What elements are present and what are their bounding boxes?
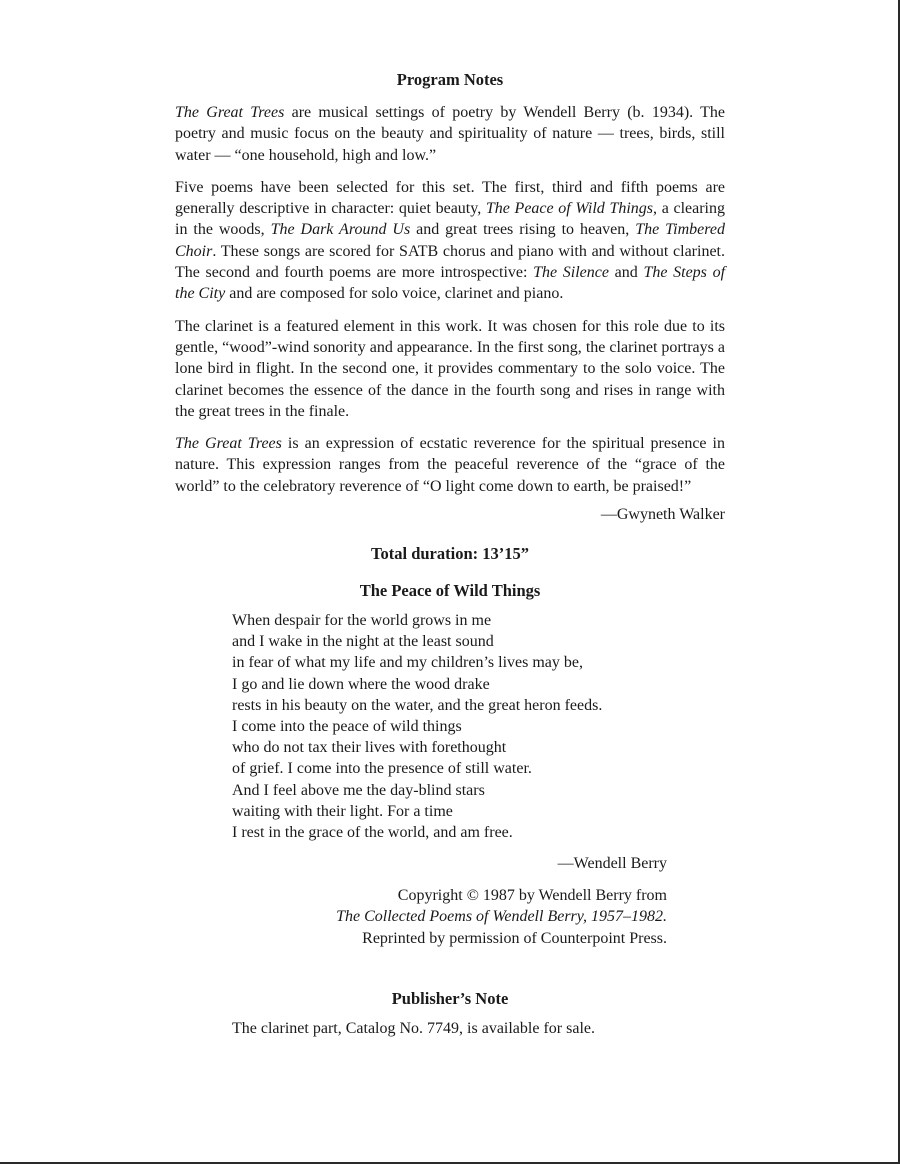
song-title-3: The Dark Around Us	[270, 221, 411, 239]
song-title-5: The Timbered Choir	[175, 221, 726, 260]
poem-line: And I feel above me the day-blind stars	[232, 781, 485, 799]
notes-paragraph-4: The Great Trees is an expression of ecstatic reverence for the spiritual presence in nature. This expression ranges from the peaceful reverence of the “grace of the world” to the celebratory reverence of “O light come down to earth, be praised!”	[175, 435, 725, 495]
program-notes-heading: Program Notes	[396, 70, 504, 89]
poem-line: of grief. I come into the presence of still water.	[232, 760, 532, 778]
poem-title: The Peace of Wild Things	[359, 581, 541, 601]
poem-body	[232, 610, 667, 949]
poem-line: waiting with their light. For a time	[232, 802, 453, 820]
copyright-line: Copyright © 1987 by Wendell Berry from	[397, 886, 667, 904]
poem-line: and I wake in the night at the least sound	[232, 633, 494, 651]
work-title: The Great Trees	[175, 435, 282, 453]
notes-paragraph-3: The clarinet is a featured element in this work. It was chosen for this role due to its gentle, “wood”-wind sonority and appearance. In the first song, the clarinet portrays a lone bird in flight. In the second one, it provides commentary to the solo voice. The clarinet becomes the essence of the dance in the fourth song and rises in range with the great trees in the finale.	[175, 317, 725, 420]
copyright-block	[232, 885, 667, 950]
poem-author: —Wendell Berry	[557, 855, 667, 873]
source-book-title: The Collected Poems of Wendell Berry, 1957–1982.	[336, 908, 667, 926]
notes-paragraph-1: The Great Trees are musical settings of poetry by Wendell Berry (b. 1934). The poetry and music focus on the beauty and spirituality of nature — trees, birds, still water — “one household, high and low.”	[175, 104, 726, 164]
notes-paragraph-2: Five poems have been selected for this set. The first, third and fifth poems are generally descriptive in character: quiet beauty, The Peace of Wild Things, a clearing in the woods, The Dark Around Us and great trees rising to heaven, The Timbered Choir. These songs are scored for SATB chorus and piano with and without clarinet. The second and fourth poems are more introspective: The Silence and The Steps of the City and are composed for solo voice, clarinet and piano.	[175, 178, 726, 303]
poem-line: rests in his beauty on the water, and the great heron feeds.	[232, 696, 603, 714]
song-title-1: The Peace of Wild Things	[485, 200, 654, 218]
work-title: The Great Trees	[175, 104, 285, 121]
publisher-note-heading: Publisher’s Note	[391, 989, 509, 1009]
poem-line: I go and lie down where the wood drake	[232, 675, 490, 693]
document-page	[175, 68, 725, 1040]
song-title-2: The Silence	[533, 264, 609, 282]
permission-line: Reprinted by permission of Counterpoint Press.	[362, 929, 667, 947]
poem-line: I rest in the grace of the world, and am free.	[232, 824, 513, 842]
poem-line: I come into the peace of wild things	[232, 718, 462, 736]
poem-line: When despair for the world grows in me	[232, 612, 492, 630]
poem-line: in fear of what my life and my children’s lives may be,	[232, 654, 584, 672]
composer-signature: —Gwyneth Walker	[600, 506, 725, 524]
total-duration: Total duration: 13’15”	[371, 544, 529, 564]
song-title-4: The Steps of the City	[175, 264, 726, 303]
poem-line: who do not tax their lives with forethought	[232, 739, 507, 757]
publisher-note-text: The clarinet part, Catalog No. 7749, is available for sale.	[232, 1020, 595, 1038]
